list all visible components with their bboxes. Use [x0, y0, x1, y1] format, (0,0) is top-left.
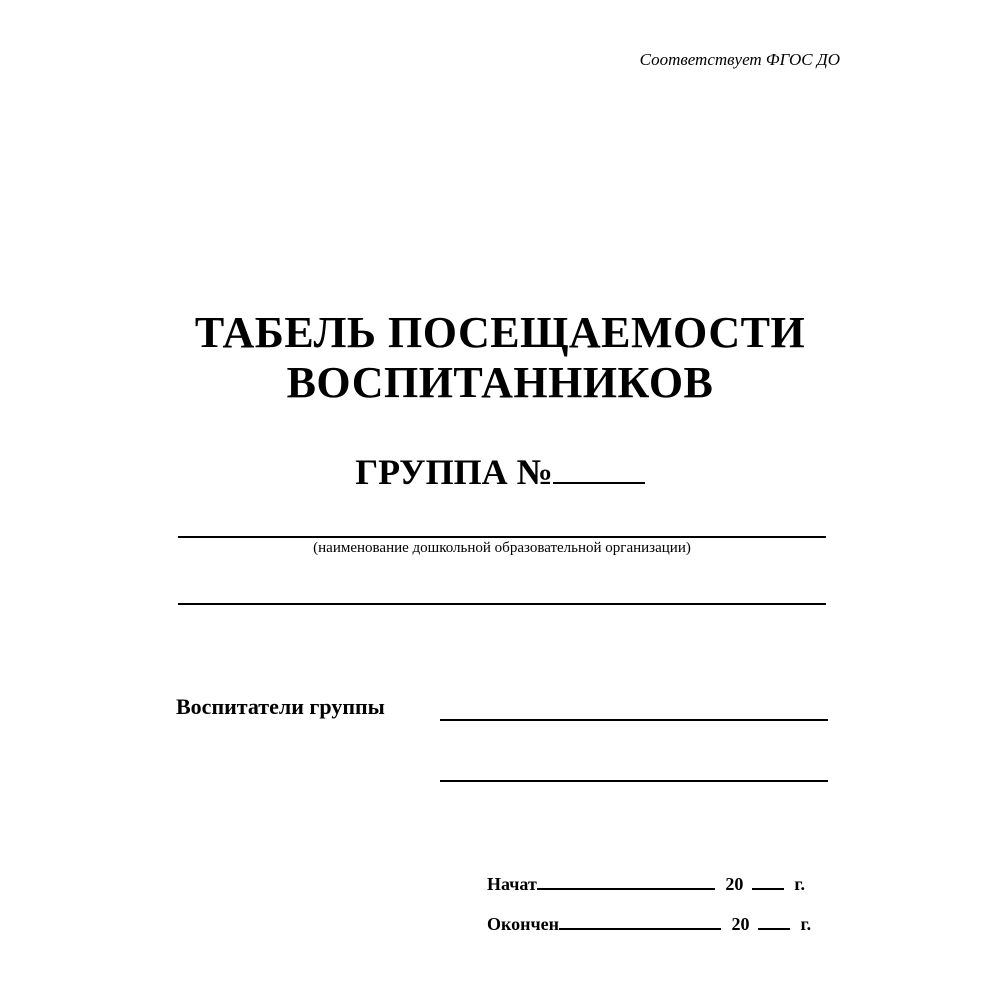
ended-year-suffix: г.	[800, 914, 812, 934]
organization-caption: (наименование дошкольной образовательной организации)	[313, 540, 691, 556]
started-date-row	[487, 870, 805, 894]
organization-name-line[interactable]	[178, 536, 826, 538]
group-number-blank[interactable]	[553, 452, 645, 484]
educators-line-2[interactable]	[440, 780, 828, 782]
group-number-row	[0, 452, 1000, 492]
started-year-blank[interactable]	[752, 870, 784, 890]
ended-label: Окончен	[487, 914, 560, 934]
organization-name-line-2[interactable]	[178, 603, 826, 605]
compliance-note: Соответствует ФГОС ДО	[639, 50, 840, 69]
document-title	[0, 308, 1000, 408]
started-year-prefix: 20	[725, 874, 744, 894]
ended-date-row	[487, 910, 811, 934]
ended-year-blank[interactable]	[758, 910, 790, 930]
ended-date-blank[interactable]	[559, 910, 721, 930]
title-line-2: ВОСПИТАННИКОВ	[286, 358, 714, 407]
educators-label: Воспитатели группы	[176, 694, 385, 719]
title-line-1: ТАБЕЛЬ ПОСЕЩАЕМОСТИ	[194, 308, 806, 357]
started-label: Начат	[487, 874, 537, 894]
group-number-label: ГРУППА №	[355, 452, 553, 492]
ended-year-prefix: 20	[731, 914, 750, 934]
started-year-suffix: г.	[794, 874, 805, 894]
started-date-blank[interactable]	[537, 870, 715, 890]
educators-line-1[interactable]	[440, 719, 828, 721]
